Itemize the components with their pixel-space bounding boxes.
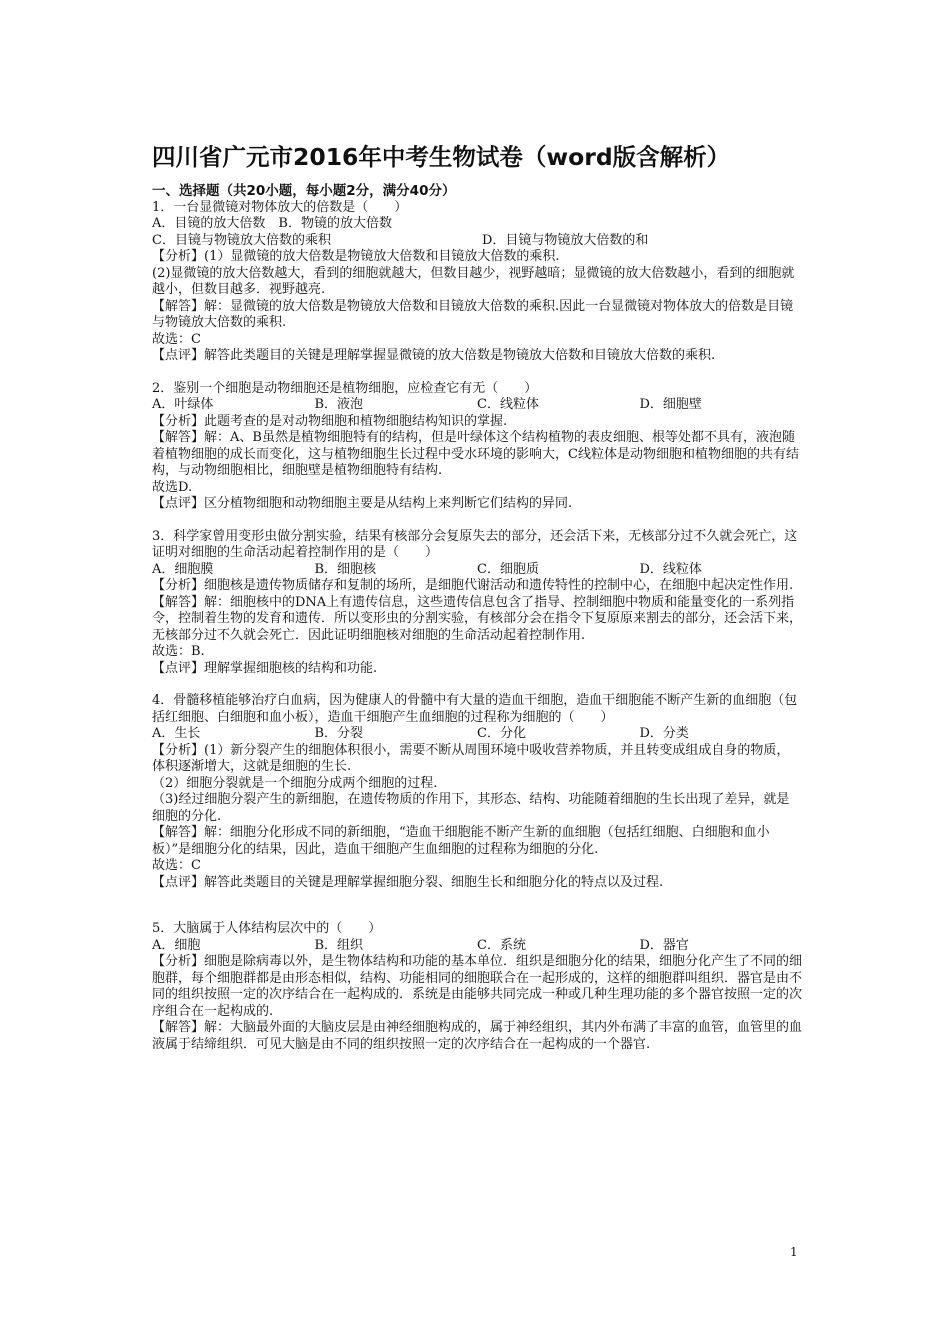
document-body	[152, 183, 802, 1053]
options-row	[152, 397, 802, 414]
option-c: C．细胞质	[477, 561, 539, 577]
answer-choice: 故选D.	[152, 479, 193, 495]
analysis-text: 【分析】此题考查的是对动物细胞和植物细胞结构知识的掌握.	[152, 413, 508, 429]
comment-text: 【点评】解答此类题目的关键是理解掌握显微镜的放大倍数是物镜放大倍数和目镜放大倍数的乘积.	[152, 348, 716, 363]
option-c: C．分化	[477, 726, 526, 741]
option: C．目镜与物镜放大倍数的乘积	[152, 232, 331, 248]
option-d: D．细胞壁	[639, 397, 702, 412]
answer-text: 【解答】解：大脑最外面的大脑皮层是由神经细胞构成的，属于神经组织，其内外布满了丰富的血管，血管里的血液属于结缔组织．可见大脑是由不同的组织按照一定的次序结合在一起构成的一个器官.	[152, 1020, 803, 1052]
question-stem: 4．骨髓移植能够治疗白血病，因为健康人的骨髓中有大量的造血干细胞，造血干细胞能不断产生新的血细胞（包括红细胞、白细胞和血小板），造血干细胞产生血细胞的过程称为细胞的（ ）	[152, 693, 798, 725]
comment-text: 【点评】理解掌握细胞核的结构和功能.	[152, 660, 378, 676]
option-b: B．组织	[314, 937, 364, 953]
question-stem: 5．大脑属于人体结构层次中的（ ）	[152, 921, 382, 936]
analysis-text: 【分析】(1）新分裂产生的细胞体积很小，需要不断从周围环境中吸收营养物质，并且转变成组成自身的物质，体积逐渐增大，这就是细胞的生长.	[152, 742, 790, 774]
options-row	[152, 938, 802, 955]
question-3	[152, 529, 802, 678]
option-a: A．叶绿体	[152, 397, 214, 412]
options-row	[152, 233, 802, 250]
option-b: B．细胞核	[314, 561, 377, 577]
comment-text: 【点评】解答此类题目的关键是理解掌握细胞分裂、细胞生长和细胞分化的特点以及过程.	[152, 874, 664, 890]
option-d: D．分类	[639, 726, 689, 741]
answer-text: 【解答】解：A、B虽然是植物细胞特有的结构，但是叶绿体这个结构植物的表皮细胞、根等处都不具有，液泡随着植物细胞的成长而变化，这与植物细胞生长过程中受水环境的影响大，C线粒体是动物细胞和植物细胞的共有结构，与动物细胞相比，细胞壁是植物细胞特有结构.	[152, 430, 799, 478]
option: A．目镜的放大倍数 B．物镜的放大倍数	[152, 216, 392, 231]
question-stem: 2．鉴别一个细胞是动物细胞还是植物细胞，应检查它有无（ ）	[152, 380, 538, 396]
question-stem: 1．一台显微镜对物体放大的倍数是（ ）	[152, 199, 408, 215]
option: D．目镜与物镜放大倍数的和	[482, 232, 649, 248]
analysis-text: （3)经过细胞分裂产生的新细胞，在遗传物质的作用下，其形态、结构、功能随着细胞的生长出现了差异，就是细胞的分化.	[152, 792, 790, 824]
option-c: C．线粒体	[477, 397, 539, 412]
page-number: 1	[790, 1245, 798, 1259]
document-title: 四川省广元市2016年中考生物试卷（word版含解析）	[152, 143, 731, 171]
options-row	[152, 562, 802, 579]
answer-choice: 故选：C	[152, 858, 201, 873]
question-1	[152, 200, 802, 365]
analysis-text: 【分析】细胞是除病毒以外，是生物体结构和功能的基本单位．组织是细胞分化的结果，细胞分化产生了不同的细胞群，每个细胞群都是由形态相似，结构、功能相同的细胞联合在一起形成的，这样的细胞群叫组织．器官是由不同的组织按照一定的次序结合在一起构成的．系统是由能够共同完成一种或几种生理功能的多个器官按照一定的次序组合在一起构成的.	[152, 954, 803, 1019]
answer-text: 【解答】解：细胞核中的DNA上有遗传信息，这些遗传信息包含了指导、控制细胞中物质和能量变化的一系列指令，控制着生物的发育和遗传．所以变形虫的分割实验，有核部分会在指令下复原原来割去的部分，还会活下来，无核部分过不久就会死亡．因此证明细胞核对细胞的生命活动起着控制作用.	[152, 594, 803, 643]
options-row	[152, 726, 802, 743]
answer-choice: 故选：B.	[152, 644, 205, 659]
analysis-text: (2)显微镜的放大倍数越大，看到的细胞就越大，但数目越少，视野越暗；显微镜的放大倍数越小，看到的细胞就越小，但数目越多．视野越亮.	[152, 265, 795, 297]
analysis-text: （2）细胞分裂就是一个细胞分成两个细胞的过程.	[152, 775, 438, 791]
answer-text: 【解答】解：细胞分化形成不同的新细胞，“造血干细胞能不断产生新的血细胞（包括红细胞、白细胞和血小板）”是细胞分化的结果，因此，造血干细胞产生血细胞的过程称为细胞的分化.	[152, 825, 770, 857]
option-d: D．器官	[639, 937, 689, 953]
option-b: B．液泡	[314, 397, 364, 412]
question-5	[152, 921, 802, 1053]
question-stem: 3．科学家曾用变形虫做分割实验，结果有核部分会复原失去的部分，还会活下来，无核部分过不久就会死亡，这证明对细胞的生命活动起着控制作用的是（ ）	[152, 528, 798, 560]
option-a: A．细胞膜	[152, 561, 214, 577]
analysis-text: 【分析】(1）显微镜的放大倍数是物镜放大倍数和目镜放大倍数的乘积.	[152, 249, 560, 264]
option-a: A．细胞	[152, 937, 201, 953]
answer-text: 【解答】解：显微镜的放大倍数是物镜放大倍数和目镜放大倍数的乘积.因此一台显微镜对物体放大的倍数是目镜与物镜放大倍数的乘积.	[152, 298, 794, 330]
comment-text: 【点评】区分植物细胞和动物细胞主要是从结构上来判断它们结构的异同.	[152, 496, 573, 511]
option-a: A．生长	[152, 726, 201, 741]
section-header: 一、选择题（共20小题，每小题2分，满分40分）	[152, 183, 456, 199]
option-c: C．系统	[477, 937, 526, 953]
question-2	[152, 381, 802, 513]
question-4	[152, 693, 802, 891]
options-row	[152, 216, 802, 233]
option-d: D．线粒体	[639, 561, 702, 577]
answer-choice: 故选：C	[152, 331, 201, 347]
option-b: B．分裂	[314, 726, 364, 741]
analysis-text: 【分析】细胞核是遗传物质储存和复制的场所，是细胞代谢活动和遗传特性的控制中心，在细胞中起决定性作用.	[152, 578, 794, 593]
